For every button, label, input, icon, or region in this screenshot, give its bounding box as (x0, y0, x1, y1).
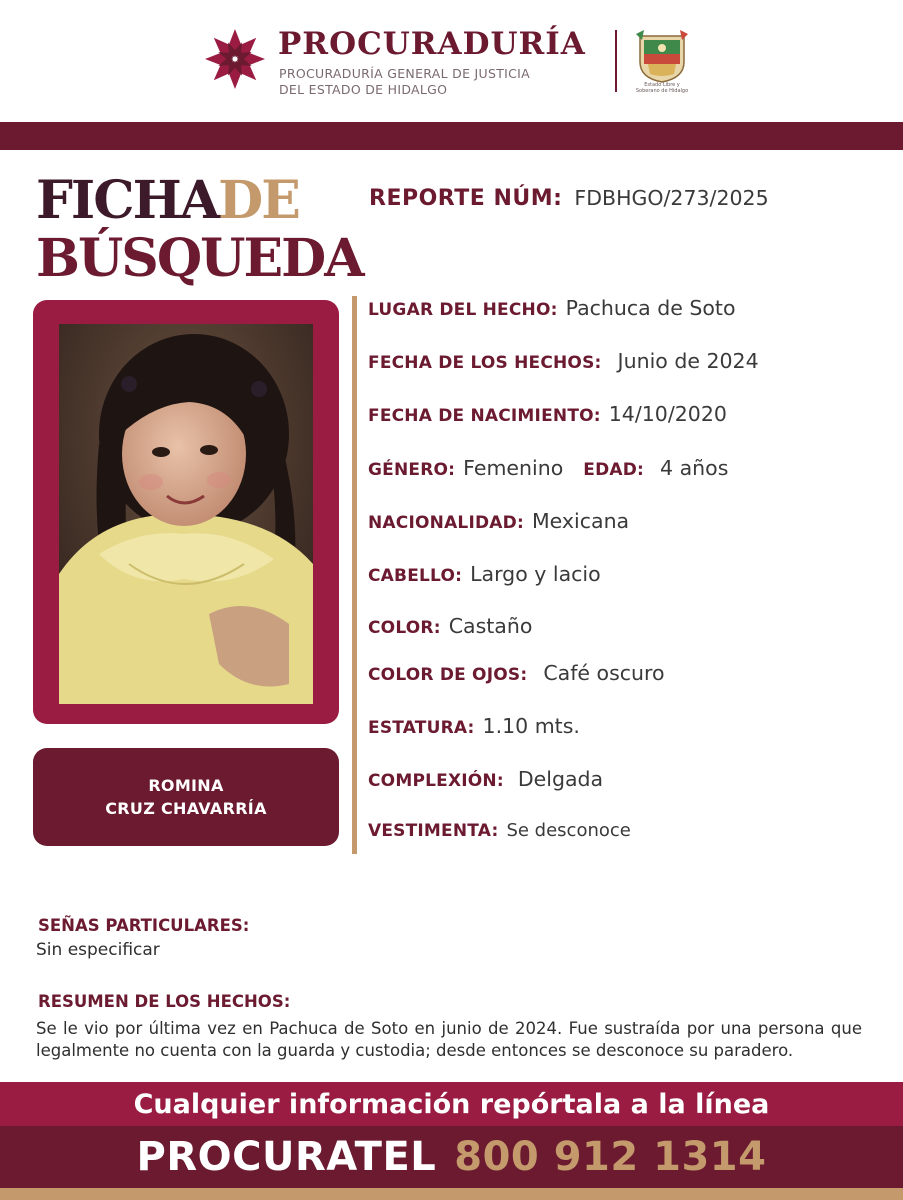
brand-subtitle-line1: PROCURADURÍA GENERAL DE JUSTICIA (279, 66, 530, 81)
photo-frame (33, 300, 339, 724)
field-vestimenta-value: Se desconoce (506, 820, 631, 841)
brand-title: PROCURADURÍA (278, 26, 586, 62)
title-ficha: FICHA (36, 170, 219, 231)
field-estatura-value: 1.10 mts. (482, 714, 580, 738)
person-name-box (33, 748, 339, 846)
field-lugar (368, 296, 736, 320)
seal-caption: Estado Libre y Soberano de Hidalgo (635, 82, 689, 94)
brand-subtitle (279, 66, 530, 98)
field-color-value: Castaño (448, 614, 533, 638)
footer-service-name: PROCURATEL (136, 1134, 437, 1180)
field-complexion (368, 767, 603, 791)
report-label: REPORTE NÚM: (369, 186, 563, 211)
page-title (36, 172, 363, 288)
field-nacionalidad-value: Mexicana (531, 509, 630, 533)
portrait-illustration (59, 324, 313, 704)
field-color-ojos-value: Café oscuro (543, 661, 665, 685)
field-cabello-label: CABELLO: (368, 566, 463, 586)
field-fecha-hechos (368, 349, 759, 373)
gold-divider-bar (352, 296, 357, 854)
field-fecha-hechos-value: Junio de 2024 (617, 349, 759, 373)
title-busqueda: BÚSQUEDA (36, 228, 363, 289)
field-color-ojos (368, 661, 665, 685)
field-nacionalidad-label: NACIONALIDAD: (368, 513, 524, 533)
resumen-title: RESUMEN DE LOS HECHOS: (38, 992, 291, 1011)
report-value: FDBHGO/273/2025 (574, 186, 769, 210)
field-estatura-label: ESTATURA: (368, 718, 475, 738)
header (0, 0, 903, 120)
field-lugar-value: Pachuca de Soto (565, 296, 736, 320)
field-color-label: COLOR: (368, 618, 441, 638)
field-nacionalidad (368, 509, 629, 533)
report-number (369, 186, 769, 211)
footer-phone-number[interactable]: 800 912 1314 (454, 1134, 767, 1180)
senas-title: SEÑAS PARTICULARES: (38, 916, 250, 935)
footer-info-band (0, 1082, 903, 1126)
field-genero-edad (368, 456, 728, 480)
field-genero-label: GÉNERO: (368, 460, 456, 480)
footer-info-text: Cualquier información repórtala a la línea (133, 1088, 770, 1120)
senas-text: Sin especificar (36, 940, 160, 960)
field-fecha-nacimiento (368, 402, 727, 426)
field-complexion-label: COMPLEXIÓN: (368, 771, 504, 791)
field-fecha-hechos-label: FECHA DE LOS HECHOS: (368, 353, 602, 373)
footer-gold-stripe (0, 1188, 903, 1200)
brand-subtitle-line2: DEL ESTADO DE HIDALGO (279, 82, 448, 97)
field-cabello (368, 562, 601, 586)
person-first-name: ROMINA (148, 776, 224, 795)
field-estatura (368, 714, 580, 738)
header-divider (615, 30, 617, 92)
person-last-names: CRUZ CHAVARRÍA (105, 799, 267, 818)
title-de: DE (218, 170, 299, 231)
field-fecha-nacimiento-label: FECHA DE NACIMIENTO: (368, 406, 601, 426)
footer-phone-band (0, 1126, 903, 1188)
top-band (0, 122, 903, 150)
field-vestimenta-label: VESTIMENTA: (368, 821, 499, 841)
field-lugar-label: LUGAR DEL HECHO: (368, 300, 558, 320)
field-fecha-nacimiento-value: 14/10/2020 (608, 402, 727, 426)
field-edad-value: 4 años (660, 456, 729, 480)
field-genero-value: Femenino (463, 456, 564, 480)
field-complexion-value: Delgada (517, 767, 604, 791)
field-vestimenta (368, 820, 631, 841)
field-color (368, 614, 532, 638)
field-color-ojos-label: COLOR DE OJOS: (368, 665, 528, 685)
missing-person-photo (59, 324, 313, 704)
resumen-text: Se le vio por última vez en Pachuca de Soto en junio de 2024. Fue sustraída por una persona que legalmente no cuenta con la guarda y custodia; desde entonces se desconoce su paradero. (36, 1019, 862, 1060)
field-cabello-value: Largo y lacio (470, 562, 601, 586)
procuraduria-logo-icon (202, 26, 268, 92)
field-edad-label: EDAD: (583, 460, 645, 480)
state-seal-icon (634, 28, 690, 84)
